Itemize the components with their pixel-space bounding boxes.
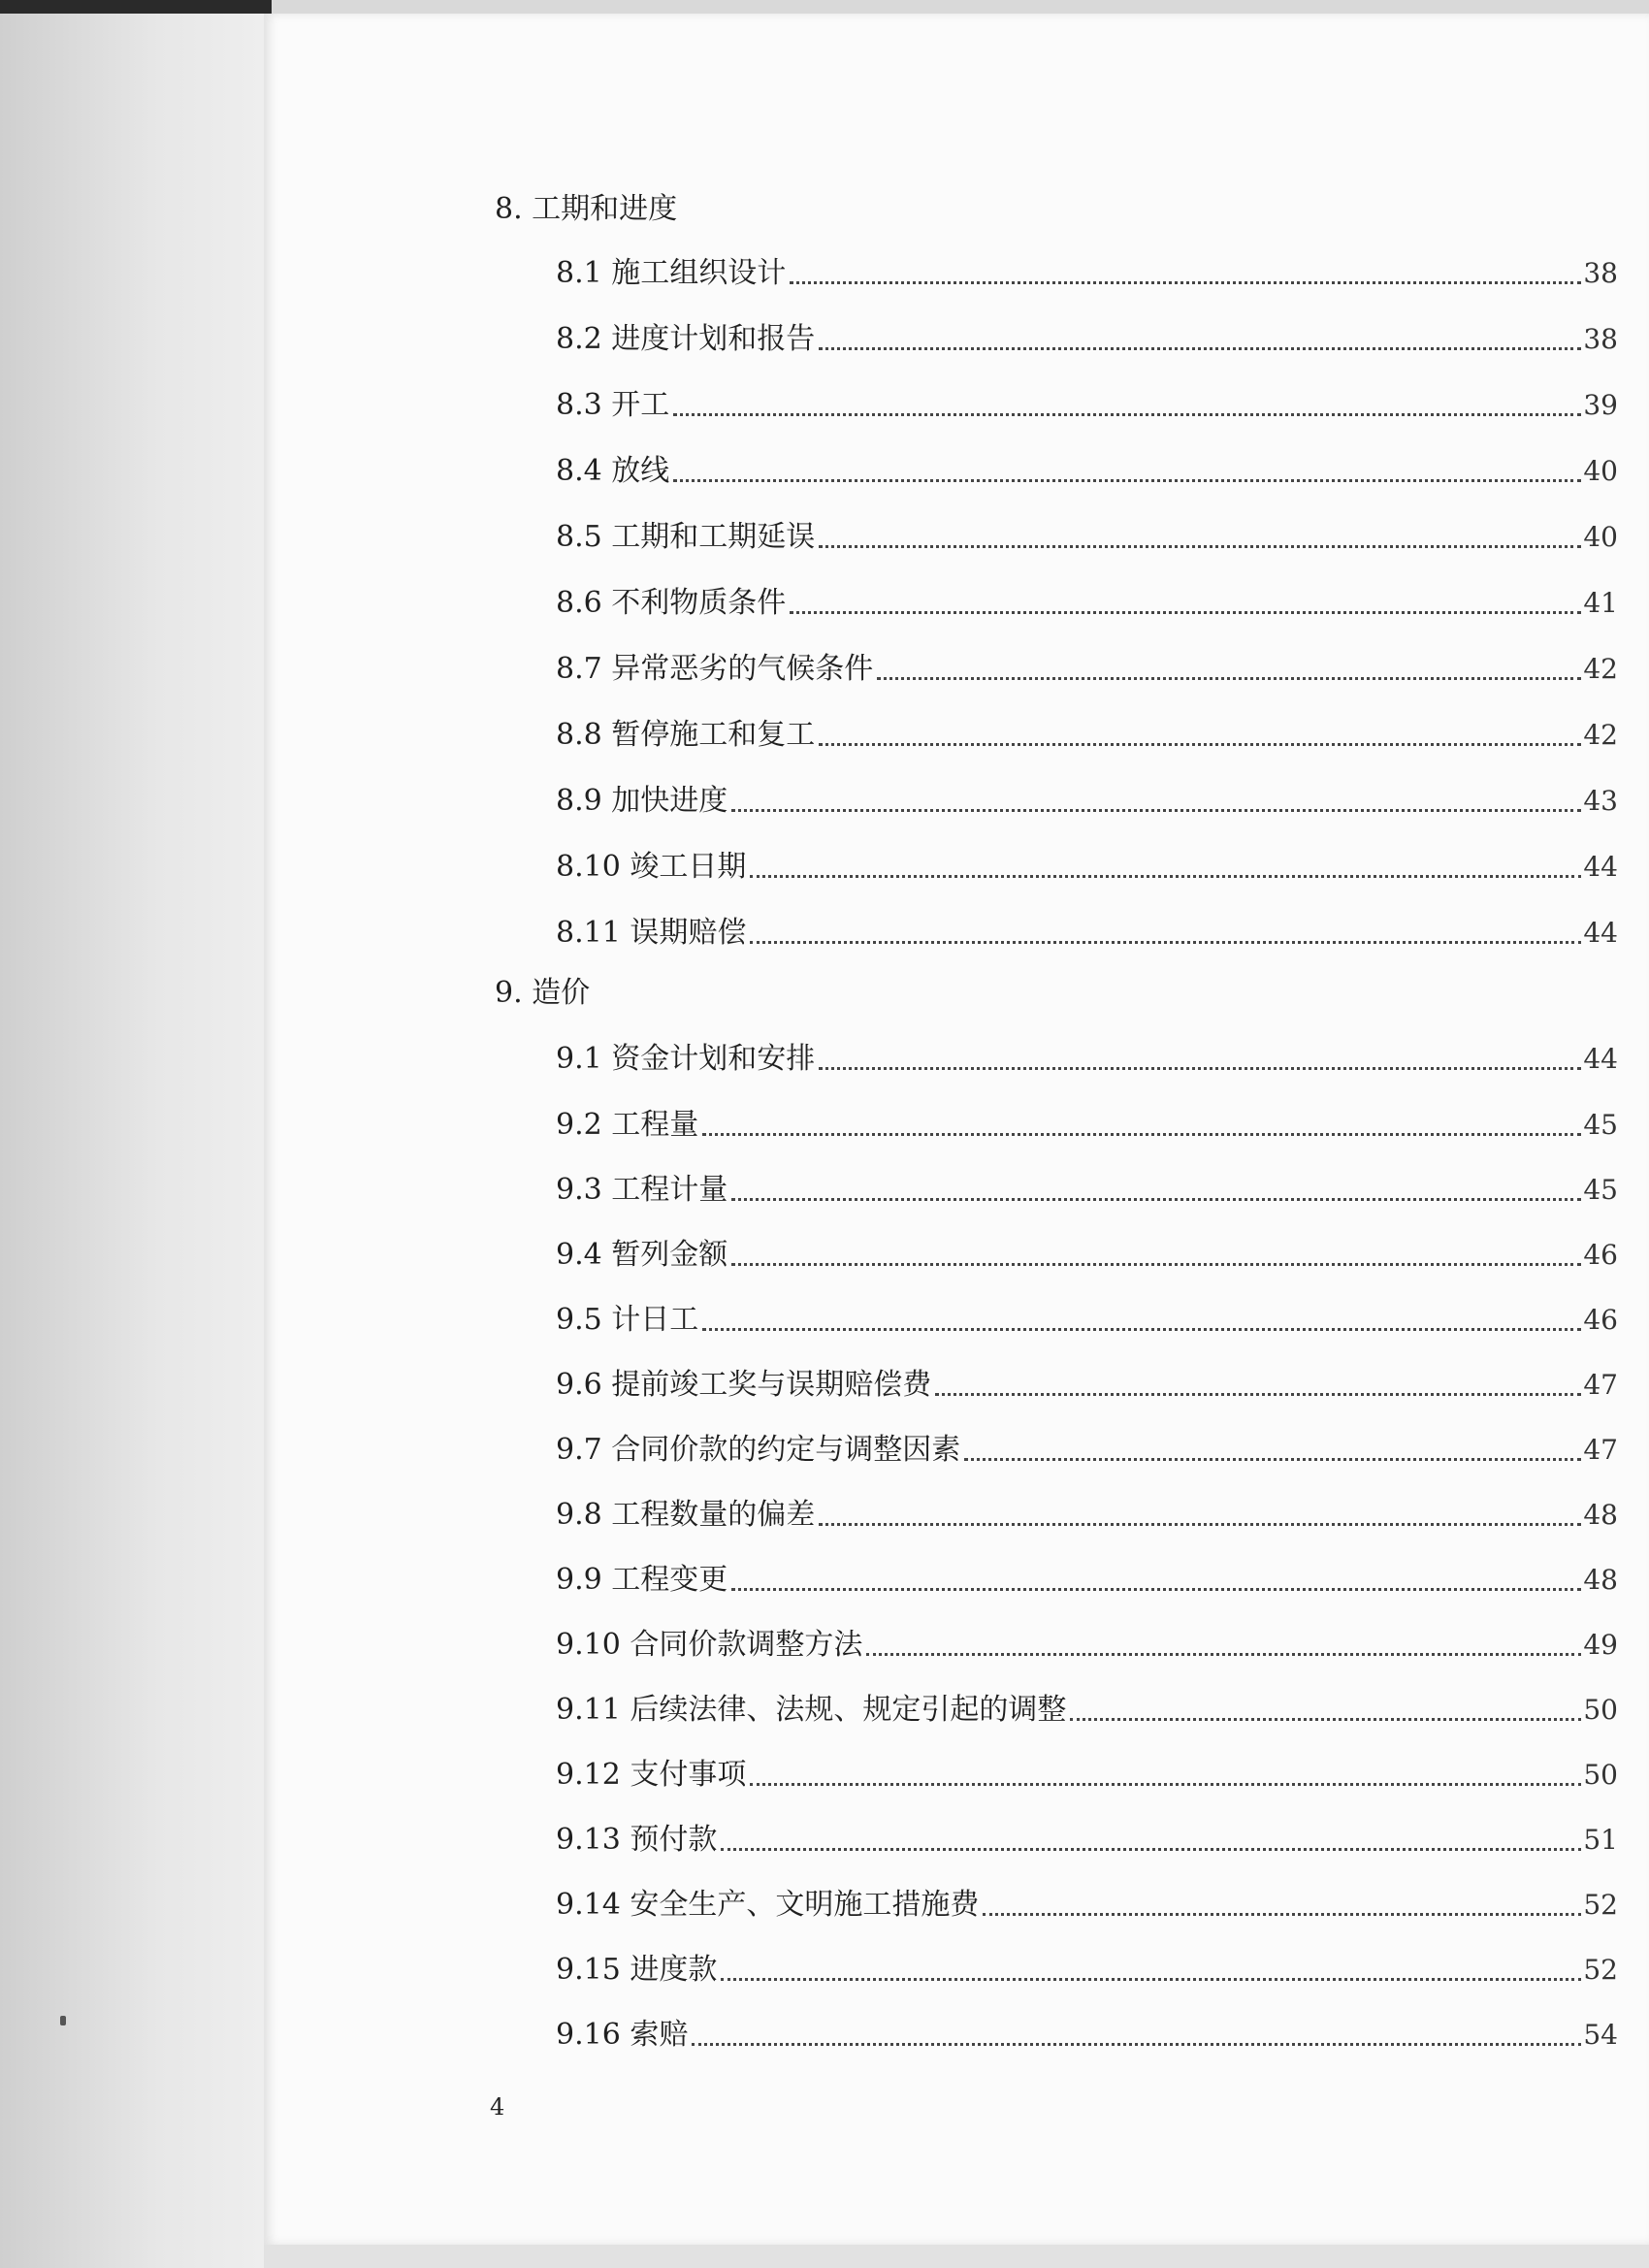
- toc-entry[interactable]: [556, 650, 1618, 689]
- toc-entry-page: 38: [1583, 257, 1618, 289]
- toc-entry-page: 50: [1583, 1759, 1618, 1791]
- toc-entry-label: 8.3 开工: [556, 388, 670, 422]
- toc-entry-label: 9.7 合同价款的约定与调整因素: [556, 1433, 961, 1467]
- toc-entry[interactable]: [556, 1496, 1618, 1535]
- dot-leader: [819, 545, 1581, 548]
- dot-leader: [750, 1783, 1581, 1786]
- toc-entry-label: 8.9 加快进度: [556, 784, 728, 818]
- toc-entry-page: 45: [1583, 1174, 1618, 1206]
- toc-entry-page: 47: [1583, 1434, 1618, 1466]
- toc-entry-label: 9.1 资金计划和安排: [556, 1042, 816, 1076]
- section-heading-9: 9. 造价: [495, 976, 591, 1010]
- dot-leader: [750, 875, 1581, 878]
- toc-entry-page: 49: [1583, 1629, 1618, 1661]
- toc-entry-label: 9.3 工程计量: [556, 1173, 728, 1207]
- toc-entry-page: 52: [1583, 1889, 1618, 1921]
- toc-entry[interactable]: [556, 782, 1618, 821]
- toc-entry-page: 48: [1583, 1564, 1618, 1596]
- toc-entry-label: 9.13 预付款: [556, 1823, 718, 1857]
- dot-leader: [673, 479, 1581, 482]
- dot-leader: [964, 1458, 1581, 1461]
- toc-entry[interactable]: [556, 1821, 1618, 1860]
- dot-leader: [877, 677, 1581, 680]
- toc-entry[interactable]: [556, 1366, 1618, 1405]
- toc-entry-page: 46: [1583, 1239, 1618, 1271]
- toc-entry-label: 9.4 暂列金额: [556, 1238, 728, 1272]
- toc-entry[interactable]: [556, 1691, 1618, 1730]
- toc-entry-page: 45: [1583, 1109, 1618, 1141]
- toc-entry[interactable]: [556, 1040, 1618, 1079]
- toc-entry-page: 41: [1583, 587, 1618, 619]
- toc-entry[interactable]: [556, 848, 1618, 887]
- dot-leader: [866, 1653, 1581, 1656]
- toc-entry[interactable]: [556, 1106, 1618, 1145]
- dot-leader: [721, 1848, 1581, 1851]
- toc-entry[interactable]: [556, 914, 1618, 953]
- toc-entry-label: 9.15 进度款: [556, 1953, 718, 1987]
- toc-entry-label: 9.2 工程量: [556, 1108, 699, 1142]
- toc-entry[interactable]: [556, 1561, 1618, 1600]
- toc-entry-page: 42: [1583, 719, 1618, 751]
- dot-leader: [731, 1198, 1581, 1201]
- dot-leader: [702, 1133, 1581, 1136]
- toc-entry[interactable]: [556, 320, 1618, 359]
- toc-entry-page: 38: [1583, 323, 1618, 355]
- toc-entry-label: 8.5 工期和工期延误: [556, 520, 816, 554]
- toc-entry[interactable]: [556, 452, 1618, 491]
- dot-leader: [731, 809, 1581, 812]
- toc-entry-page: 44: [1583, 851, 1618, 883]
- toc-entry[interactable]: [556, 584, 1618, 623]
- toc-entry-label: 8.1 施工组织设计: [556, 256, 787, 290]
- toc-entry[interactable]: [556, 1756, 1618, 1795]
- toc-entry-page: 51: [1583, 1824, 1618, 1856]
- toc-entry-label: 9.16 索赔: [556, 2018, 689, 2052]
- dot-leader: [692, 2043, 1581, 2046]
- toc-entry-page: 40: [1583, 455, 1618, 487]
- toc-entry-page: 43: [1583, 785, 1618, 817]
- toc-entry-page: 40: [1583, 521, 1618, 553]
- toc-entry[interactable]: [556, 1626, 1618, 1665]
- dot-leader: [1070, 1718, 1581, 1721]
- toc-entry[interactable]: [556, 1886, 1618, 1925]
- toc-entry-label: 9.14 安全生产、文明施工措施费: [556, 1888, 980, 1922]
- section-heading-8: 8. 工期和进度: [495, 192, 678, 226]
- toc-entry-label: 9.5 计日工: [556, 1303, 699, 1337]
- dot-leader: [731, 1588, 1581, 1591]
- toc-entry[interactable]: [556, 386, 1618, 425]
- toc-entry-page: 54: [1583, 2019, 1618, 2051]
- dot-leader: [819, 743, 1581, 746]
- dot-leader: [790, 611, 1581, 614]
- toc-entry-label: 8.11 误期赔偿: [556, 916, 747, 950]
- dot-leader: [673, 413, 1581, 416]
- toc-entry[interactable]: [556, 2016, 1618, 2055]
- toc-entry-label: 9.6 提前竣工奖与误期赔偿费: [556, 1368, 932, 1402]
- dot-leader: [721, 1978, 1581, 1981]
- toc-entry[interactable]: [556, 518, 1618, 557]
- page-number: 4: [490, 2093, 505, 2121]
- toc-entry-label: 8.2 进度计划和报告: [556, 322, 816, 356]
- toc-entry-page: 39: [1583, 389, 1618, 421]
- dot-leader: [819, 1067, 1581, 1070]
- dot-leader: [731, 1263, 1581, 1266]
- toc-entry[interactable]: [556, 1236, 1618, 1275]
- toc-entry-label: 8.6 不利物质条件: [556, 586, 787, 620]
- toc-entry[interactable]: [556, 1431, 1618, 1470]
- toc-entry-page: 47: [1583, 1369, 1618, 1401]
- toc-entry[interactable]: [556, 1171, 1618, 1210]
- dot-leader: [819, 347, 1581, 350]
- toc-entry-page: 44: [1583, 1043, 1618, 1075]
- toc-entry-label: 8.4 放线: [556, 454, 670, 488]
- toc-entry-label: 8.8 暂停施工和复工: [556, 718, 816, 752]
- toc-entry-page: 48: [1583, 1499, 1618, 1531]
- toc-entry-label: 9.9 工程变更: [556, 1563, 728, 1597]
- toc-entry[interactable]: [556, 1951, 1618, 1990]
- toc-entry[interactable]: [556, 716, 1618, 755]
- toc-entry-page: 44: [1583, 917, 1618, 949]
- toc-entry-label: 9.10 合同价款调整方法: [556, 1628, 863, 1662]
- dot-leader: [790, 281, 1581, 284]
- dot-leader: [819, 1523, 1581, 1526]
- dot-leader: [750, 941, 1581, 944]
- dot-leader: [702, 1328, 1581, 1331]
- toc-entry-label: 9.11 后续法律、法规、规定引起的调整: [556, 1693, 1067, 1727]
- dot-leader: [935, 1393, 1581, 1396]
- toc-entry[interactable]: [556, 254, 1618, 293]
- toc-entry-label: 8.7 异常恶劣的气候条件: [556, 652, 874, 686]
- toc-entry-label: 9.8 工程数量的偏差: [556, 1498, 816, 1532]
- toc-entry-page: 46: [1583, 1304, 1618, 1336]
- toc-entry-label: 8.10 竣工日期: [556, 850, 747, 884]
- dot-leader: [983, 1913, 1581, 1916]
- toc-entry-label: 9.12 支付事项: [556, 1758, 747, 1792]
- toc-entry-page: 50: [1583, 1694, 1618, 1726]
- toc-entry-page: 42: [1583, 653, 1618, 685]
- toc-entry-page: 52: [1583, 1954, 1618, 1986]
- toc-entry[interactable]: [556, 1301, 1618, 1340]
